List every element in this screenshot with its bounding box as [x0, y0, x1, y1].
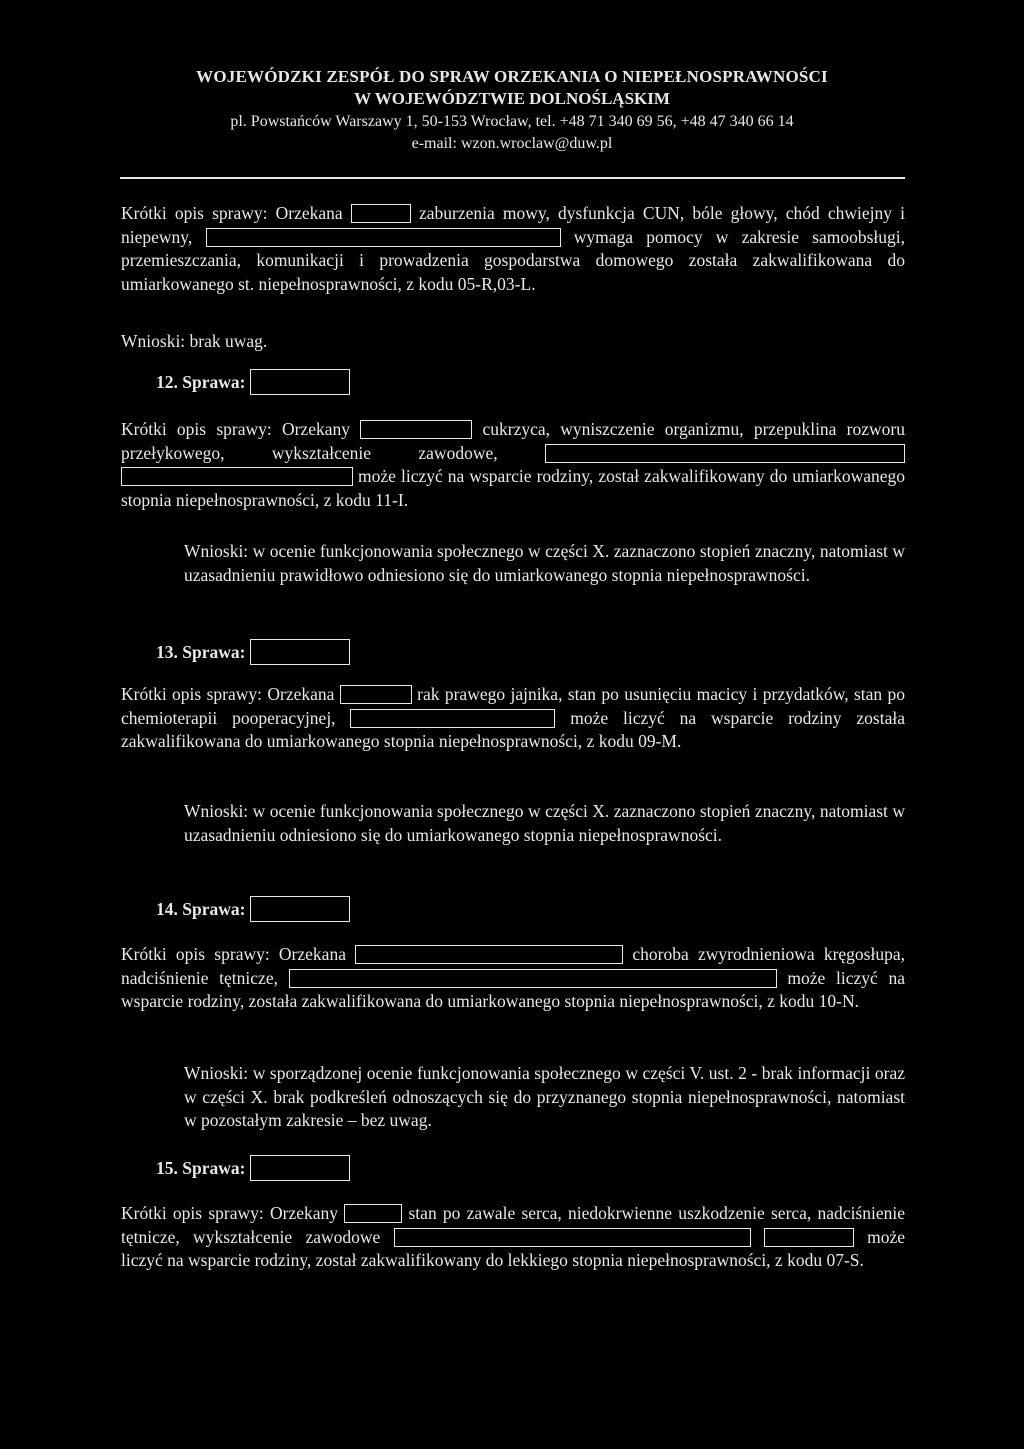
case-11-description: Krótki opis sprawy: Orzekana zaburzenia mowy, dysfunkcja CUN, bóle głowy, chód chwiejny i niepewny, wymaga pomocy w zakresie samoobsługi, przemieszczania, komunikacji i prowadzenia gospodarstwa domowego została zakwalifikowana do umiarkowanego st. niepełnosprawności, z kodu 05-R,03-L.	[121, 203, 906, 294]
redacted-box	[355, 945, 623, 964]
redacted-box	[350, 709, 555, 728]
redacted-box	[340, 685, 412, 704]
office-name-line2: W WOJEWÓDZTWIE DOLNOŚLĄSKIM	[354, 89, 670, 108]
case-14-conclusion: Wnioski: w sporządzonej ocenie funkcjonowania społecznego w części V. ust. 2 - brak informacji oraz w części X. brak podkreśleń odnoszących się do przyznanego stopnia niepełnosprawności, natomiast w pozostałym zakresie – bez uwag.	[184, 1063, 905, 1130]
redacted-box	[250, 369, 350, 395]
case-11-conclusion: Wnioski: brak uwag.	[121, 331, 268, 351]
redacted-box	[121, 467, 353, 486]
case-15-title: 15. Sprawa:	[156, 1155, 350, 1181]
case-13-title: 13. Sprawa:	[156, 639, 350, 665]
case-13-conclusion: Wnioski: w ocenie funkcjonowania społecznego w części X. zaznaczono stopień znaczny, natomiast w uzasadnieniu odniesiono się do umiarkowanego stopnia niepełnosprawności.	[184, 801, 905, 845]
redacted-box	[545, 444, 905, 463]
redacted-box	[351, 204, 411, 223]
redacted-box	[250, 1155, 350, 1181]
case-13-description: Krótki opis sprawy: Orzekana rak prawego jajnika, stan po usunięciu macicy i przydatków, stan po chemioterapii pooperacyjnej, może liczyć na wsparcie rodziny została zakwalifikowana do umiarkowanego stopnia niepełnosprawności, z kodu 09-M.	[121, 684, 906, 751]
case-14-description: Krótki opis sprawy: Orzekana choroba zwyrodnieniowa kręgosłupa, nadciśnienie tętnicze, może liczyć na wsparcie rodziny, została zakwalifikowana do umiarkowanego stopnia niepełnosprawności, z kodu 10-N.	[121, 944, 906, 1011]
redacted-box	[250, 639, 350, 665]
redacted-box	[394, 1228, 751, 1247]
redacted-box	[764, 1228, 854, 1247]
case-15-description: Krótki opis sprawy: Orzekany stan po zawale serca, niedokrwienne uszkodzenie serca, nadciśnienie tętnicze, wykształcenie zawodowe może liczyć na wsparcie rodziny, został zakwalifikowany do lekkiego stopnia niepełnosprawności, z kodu 07-S.	[121, 1203, 906, 1270]
redacted-box	[360, 420, 472, 439]
case-12-conclusion: Wnioski: w ocenie funkcjonowania społecznego w części X. zaznaczono stopień znaczny, natomiast w uzasadnieniu prawidłowo odniesiono się do umiarkowanego stopnia niepełnosprawności.	[184, 541, 905, 585]
office-name-line1: WOJEWÓDZKI ZESPÓŁ DO SPRAW ORZEKANIA O NIEPEŁNOSPRAWNOŚCI	[196, 67, 828, 86]
header-divider	[120, 177, 905, 179]
redacted-box	[250, 896, 350, 922]
redacted-box	[344, 1204, 402, 1223]
redacted-box	[289, 969, 777, 988]
redacted-box	[206, 228, 561, 247]
case-14-title: 14. Sprawa:	[156, 896, 350, 922]
office-email: e-mail: wzon.wroclaw@duw.pl	[411, 135, 613, 152]
case-12-description: Krótki opis sprawy: Orzekany cukrzyca, wyniszczenie organizmu, przepuklina rozworu przełykowego, wykształcenie zawodowe, może liczyć na wsparcie rodziny, został zakwalifikowany do umiarkowanego stopnia niepełnosprawności, z kodu 11-I.	[121, 419, 905, 510]
case-12-title: 12. Sprawa:	[156, 369, 350, 395]
office-address: pl. Powstańców Warszawy 1, 50-153 Wrocław, tel. +48 71 340 69 56, +48 47 340 66 14	[230, 113, 794, 130]
